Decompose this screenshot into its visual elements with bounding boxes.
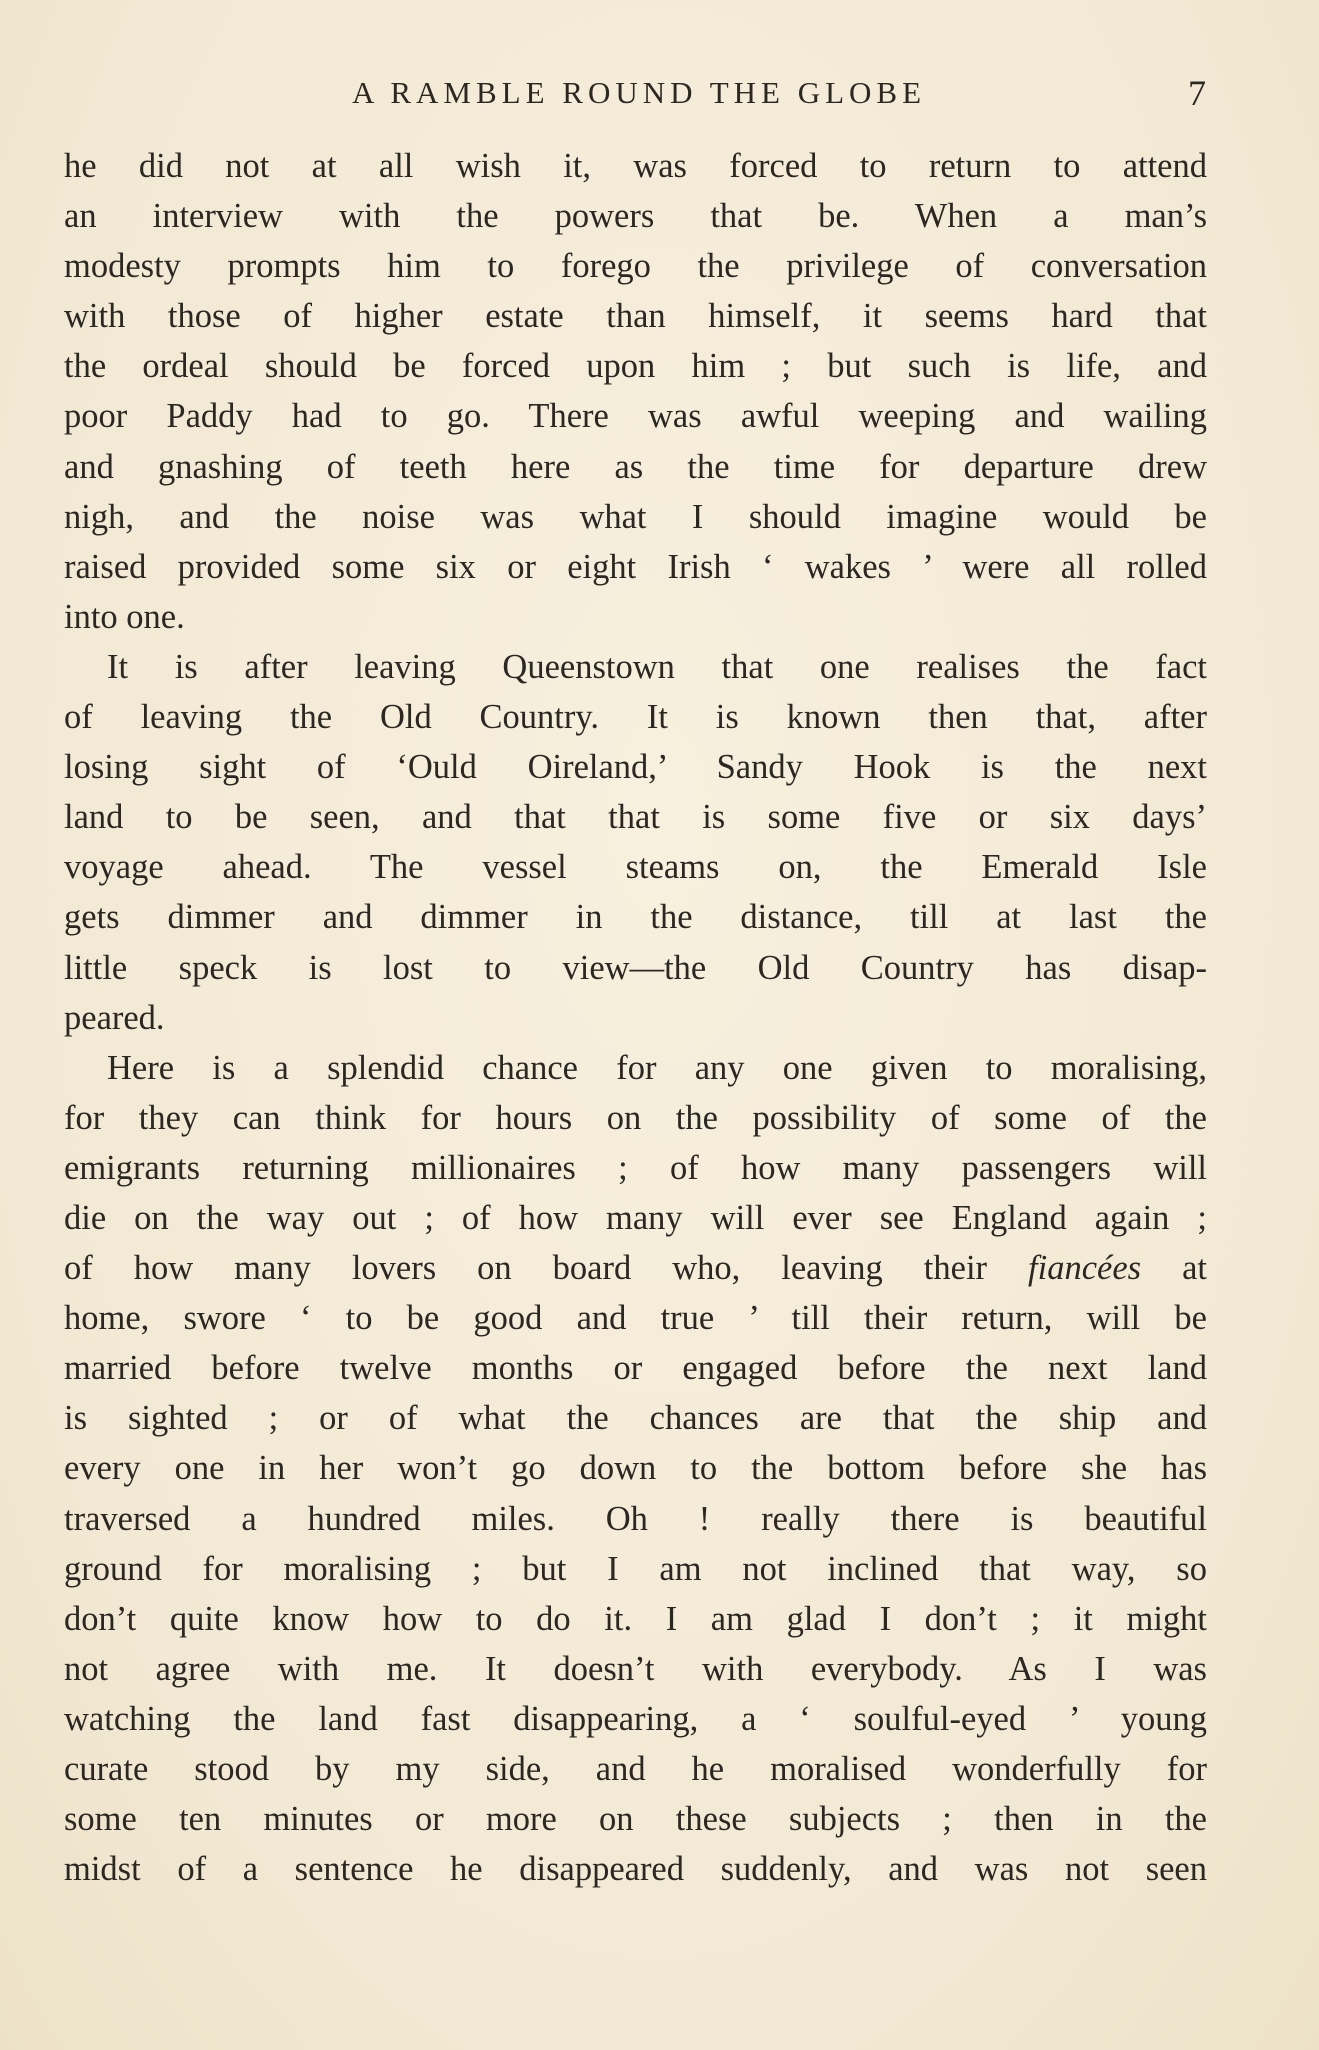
text-line: home, swore ‘ to be good and true ’ till their return, will be [64,1299,1207,1338]
text-line: emigrants returning millionaires ; of how many passengers will [64,1148,1207,1187]
text-line: gets dimmer and dimmer in the distance, till at last the [64,898,1207,937]
paragraph-start-line: Here is a splendid chance for any one given to moralising, [107,1048,1207,1087]
running-head [64,68,1214,118]
paragraph-start-line: It is after leaving Queenstown that one realises the fact [107,647,1207,686]
text-line: the ordeal should be forced upon him ; but such is life, and [64,347,1207,386]
text-line: is sighted ; or of what the chances are that the ship and [64,1399,1207,1438]
text-line: land to be seen, and that that is some five or six days’ [64,798,1207,837]
text-line: and gnashing of teeth here as the time for departure drew [64,447,1207,486]
text-line-with-italic [64,1243,1207,1293]
text-line: he did not at all wish it, was forced to return to attend [64,147,1207,185]
text-line: nigh, and the noise was what I should imagine would be [64,497,1207,536]
text-line: of leaving the Old Country. It is known then that, after [64,698,1207,737]
text-line: every one in her won’t go down to the bottom before she has [64,1449,1207,1488]
text-line: an interview with the powers that be. When a man’s [64,197,1207,236]
text-line: watching the land fast disappearing, a ‘ soulful-eyed ’ young [64,1699,1207,1738]
text-line: for they can think for hours on the possibility of some of the [64,1098,1207,1137]
text-line: little speck is lost to view—the Old Country has disap- [64,948,1207,987]
text-line: modesty prompts him to forego the privilege of conversation [64,247,1207,286]
paragraph-end-line: peared. [64,998,165,1037]
text-line: poor Paddy had to go. There was awful weeping and wailing [64,397,1207,436]
text-line: raised provided some six or eight Irish ‘ wakes ’ were all rolled [64,547,1207,586]
text-line: some ten minutes or more on these subjects ; then in the [64,1800,1207,1839]
text-line: traversed a hundred miles. Oh ! really there is beautiful [64,1499,1207,1538]
paragraph-end-line: into one. [64,597,185,636]
text-line: voyage ahead. The vessel steams on, the Emerald Isle [64,848,1207,887]
text-line: with those of higher estate than himself, it seems hard that [64,297,1207,336]
page-number: 7 [1188,73,1206,113]
line-text: of how many lovers on board who, leaving their [64,1249,988,1288]
line-text-tail: at [1182,1249,1208,1288]
text-line: losing sight of ‘Ould Oireland,’ Sandy Hook is the next [64,748,1207,787]
text-line: die on the way out ; of how many will ever see England again ; [64,1198,1207,1237]
text-line: curate stood by my side, and he moralised wonderfully for [64,1750,1207,1788]
text-line: ground for moralising ; but I am not inclined that way, so [64,1549,1207,1588]
text-line: not agree with me. It doesn’t with everybody. As I was [64,1649,1207,1688]
text-line: married before twelve months or engaged before the next land [64,1349,1207,1388]
text-line: don’t quite know how to do it. I am glad I don’t ; it might [64,1599,1207,1638]
italic-word: fiancées [1028,1249,1142,1288]
text-line: midst of a sentence he disappeared suddenly, and was not seen [64,1850,1207,1889]
running-title: A RAMBLE ROUND THE GLOBE [351,75,927,110]
body-text [64,141,1207,1894]
